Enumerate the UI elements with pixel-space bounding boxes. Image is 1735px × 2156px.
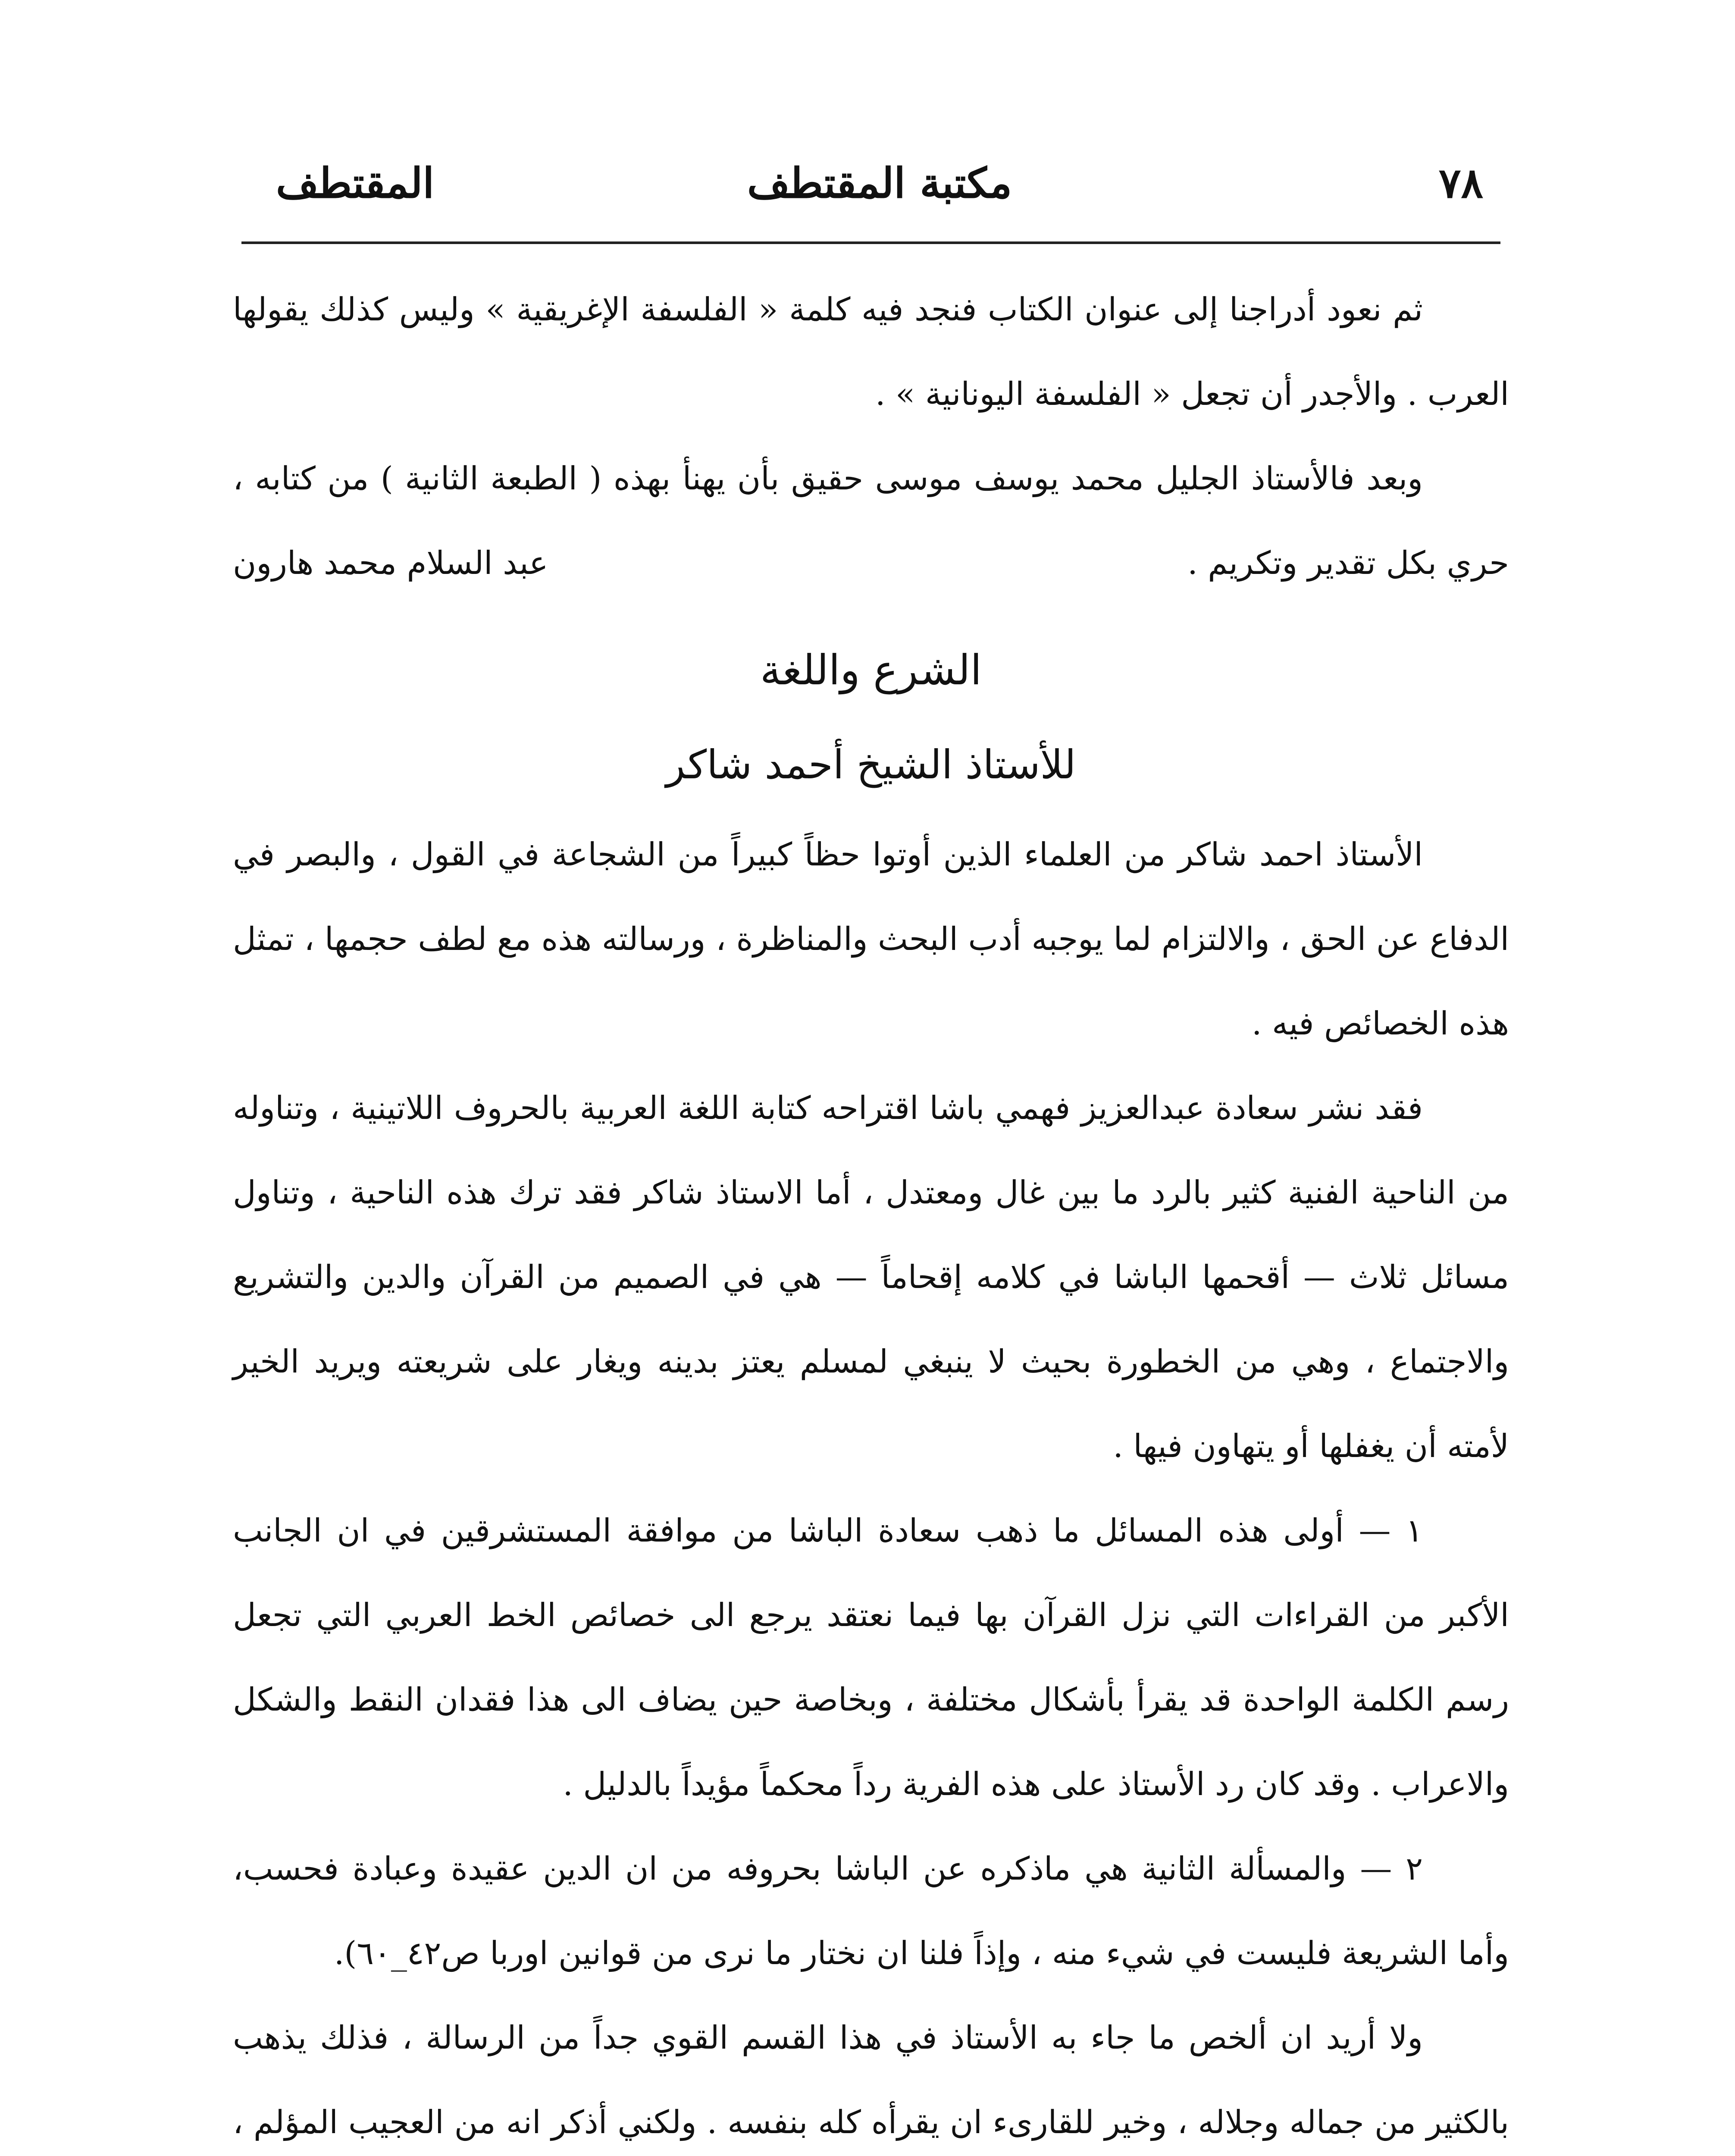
body-paragraph: ١ — أولى هذه المسائل ما ذهب سعادة الباشا من موافقة المستشرقين في ان الجانب الأكبر من القراءات التي نزل القرآن بها فيما نعتقد يرجع الى خصائص الخط العربي التي تجعل رسم الكلمة الواحدة قد يقرأ بأشكال مختلفة ، وبخاصة حين يضاف الى هذا فقدان النقط والشكل والاعراب . وقد كان رد الأستاذ على هذه الفرية رداً محكماً مؤيداً بالدليل .	[233, 1512, 1509, 1803]
intro-paragraph-2-text: وبعد فالأستاذ الجليل محمد يوسف موسى حقيق بأن يهنأ بهذه ( الطبعة الثانية ) من كتابه ، حري بكل تقدير وتكريم .	[233, 460, 1509, 582]
body-paragraph: الأستاذ احمد شاكر من العلماء الذين أوتوا حظاً كبيراً من الشجاعة في القول ، والبصر في الدفاع عن الحق ، والالتزام لما يوجبه أدب البحث والمناظرة ، ورسالته هذه مع لطف حجمها ، تمثل هذه الخصائص فيه .	[233, 836, 1509, 1042]
page-number: ٧٨	[1438, 159, 1483, 207]
body-paragraph: فقد نشر سعادة عبدالعزيز فهمي باشا اقتراحه كتابة اللغة العربية بالحروف اللاتينية ، وتناوله من الناحية الفنية كثير بالرد ما بين غال ومعتدل ، أما الاستاذ شاكر فقد ترك هذه الناحية ، وتناول مسائل ثلاث — أقحمها الباشا في كلامه إقحاماً — هي في الصميم من القرآن والدين والتشريع والاجتماع ، وهي من الخطورة بحيث لا ينبغي لمسلم يعتز بدينه ويغار على شريعته ويريد الخير لأمته أن يغفلها أو يتهاون فيها .	[233, 1090, 1509, 1465]
running-title-left: المقتطف	[276, 159, 435, 207]
intro-paragraph-1: ثم نعود أدراجنا إلى عنوان الكتاب فنجد فيه كلمة « الفلسفة الإغريقية » وليس كذلك يقولها العرب . والأجدر أن تجعل « الفلسفة اليونانية » .	[233, 291, 1509, 413]
text-column	[233, 267, 1509, 2156]
section-title: الشرع واللغة	[760, 646, 982, 694]
running-head	[241, 155, 1518, 216]
body-paragraph: ولا أريد ان ألخص ما جاء به الأستاذ في هذا القسم القوي جداً من الرسالة ، فذلك يذهب بالكثير من جماله وجلاله ، وخير للقارىء ان يقرأه كله بنفسه . ولكني أذكر انه من العجيب المؤلم ،	[233, 2019, 1509, 2141]
body-paragraph: ٢ — والمسألة الثانية هي ماذكره عن الباشا بحروفه من ان الدين عقيدة وعبادة فحسب، وأما الشريعة فليست في شيء منه ، وإذاً فلنا ان نختار ما نرى من قوانين اوربا ص٤٢_٦٠).	[233, 1850, 1509, 1972]
header-rule	[241, 241, 1500, 244]
section-author: للأستاذ الشيخ أحمد شاكر	[666, 742, 1076, 788]
intro-paragraph-2	[233, 436, 1509, 605]
reviewer-signature: عبد السلام محمد هارون	[233, 545, 548, 582]
running-title-center: مكتبة المقتطف	[747, 159, 1012, 207]
